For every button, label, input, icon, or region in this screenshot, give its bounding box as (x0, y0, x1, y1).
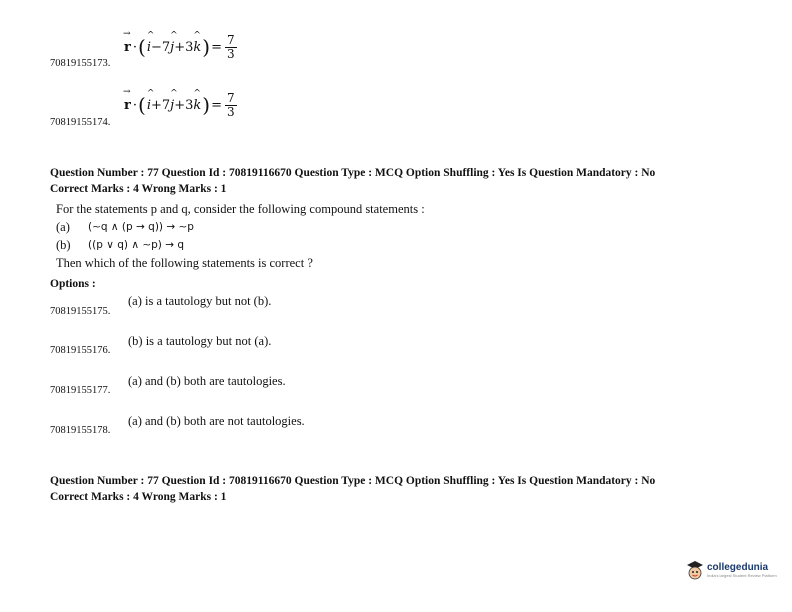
logo-tagline: India's largest Student Review Platform (707, 573, 777, 578)
option-text-175[interactable]: (a) is a tautology but not (b). (128, 294, 272, 308)
statement-b-label: (b) (56, 238, 71, 252)
fraction-numerator: 7 (226, 33, 235, 47)
vector-r: → r (124, 98, 131, 113)
logo-name: collegedunia (707, 562, 769, 573)
collegedunia-logo (686, 560, 777, 580)
next-question-header-line2: Correct Marks : 4 Wrong Marks : 1 (50, 491, 227, 503)
option-id-175: 70819155175. (50, 306, 111, 317)
question-header-line1: Question Number : 77 Question Id : 70819116670 Question Type : MCQ Option Shuffling : Yes Is Question Mandatory : No (50, 167, 656, 179)
coef-k: +3 (174, 39, 194, 55)
statement-b (56, 236, 656, 254)
option-text-176[interactable]: (b) is a tautology but not (a). (128, 334, 272, 348)
unit-vector-k: ^ k (193, 98, 201, 113)
question-prompt: Then which of the following statements is correct ? (56, 256, 313, 270)
equation-option-173: → r · ( ^ i −7 ^ j +3 ^ k ) = $\frac{7}{3}$ (124, 34, 237, 60)
question-header (50, 165, 750, 197)
fraction-numerator: 7 (226, 91, 235, 105)
question-header-line2: Correct Marks : 4 Wrong Marks : 1 (50, 183, 227, 195)
coef-j: −7 (150, 39, 171, 55)
fraction-denominator: 3 (226, 104, 235, 119)
statement-a-label: (a) (56, 220, 70, 234)
option-id-178: 70819155178. (50, 425, 111, 436)
fraction (225, 34, 237, 60)
option-text-178[interactable]: (a) and (b) both are not tautologies. (128, 414, 305, 428)
option-id-177: 70819155177. (50, 385, 111, 396)
unit-vector-i: ^ i (147, 98, 151, 113)
option-text-177[interactable]: (a) and (b) both are tautologies. (128, 374, 286, 388)
next-question-header (50, 473, 750, 505)
coef-j: +7 (150, 97, 171, 113)
question-body (56, 200, 656, 272)
statement-a (56, 218, 656, 236)
unit-vector-k: ^ k (193, 40, 201, 55)
statement-a-text: (∼q ∧ (p → q)) → ∼p (88, 221, 194, 233)
vector-r: → r (124, 40, 131, 55)
fraction-denominator: 3 (226, 46, 235, 61)
option-id-173: 70819155173. (50, 58, 111, 69)
unit-vector-j: ^ j (170, 98, 174, 113)
unit-vector-j: ^ j (170, 40, 174, 55)
statement-b-text: ((p ∨ q) ∧ ∼p) → q (88, 239, 185, 251)
fraction (225, 92, 237, 118)
equation-option-174: → r · ( ^ i +7 ^ j +3 ^ k ) = $\frac{7}{3}$ (124, 92, 237, 118)
option-id-174: 70819155174. (50, 117, 111, 128)
option-id-176: 70819155176. (50, 345, 111, 356)
graduate-mascot-icon (686, 560, 704, 580)
coef-k: +3 (174, 97, 194, 113)
unit-vector-i: ^ i (147, 40, 151, 55)
options-label: Options : (50, 278, 96, 290)
question-intro: For the statements p and q, consider the following compound statements : (56, 202, 425, 216)
next-question-header-line1: Question Number : 77 Question Id : 70819116670 Question Type : MCQ Option Shuffling : Yes Is Question Mandatory : No (50, 475, 656, 487)
